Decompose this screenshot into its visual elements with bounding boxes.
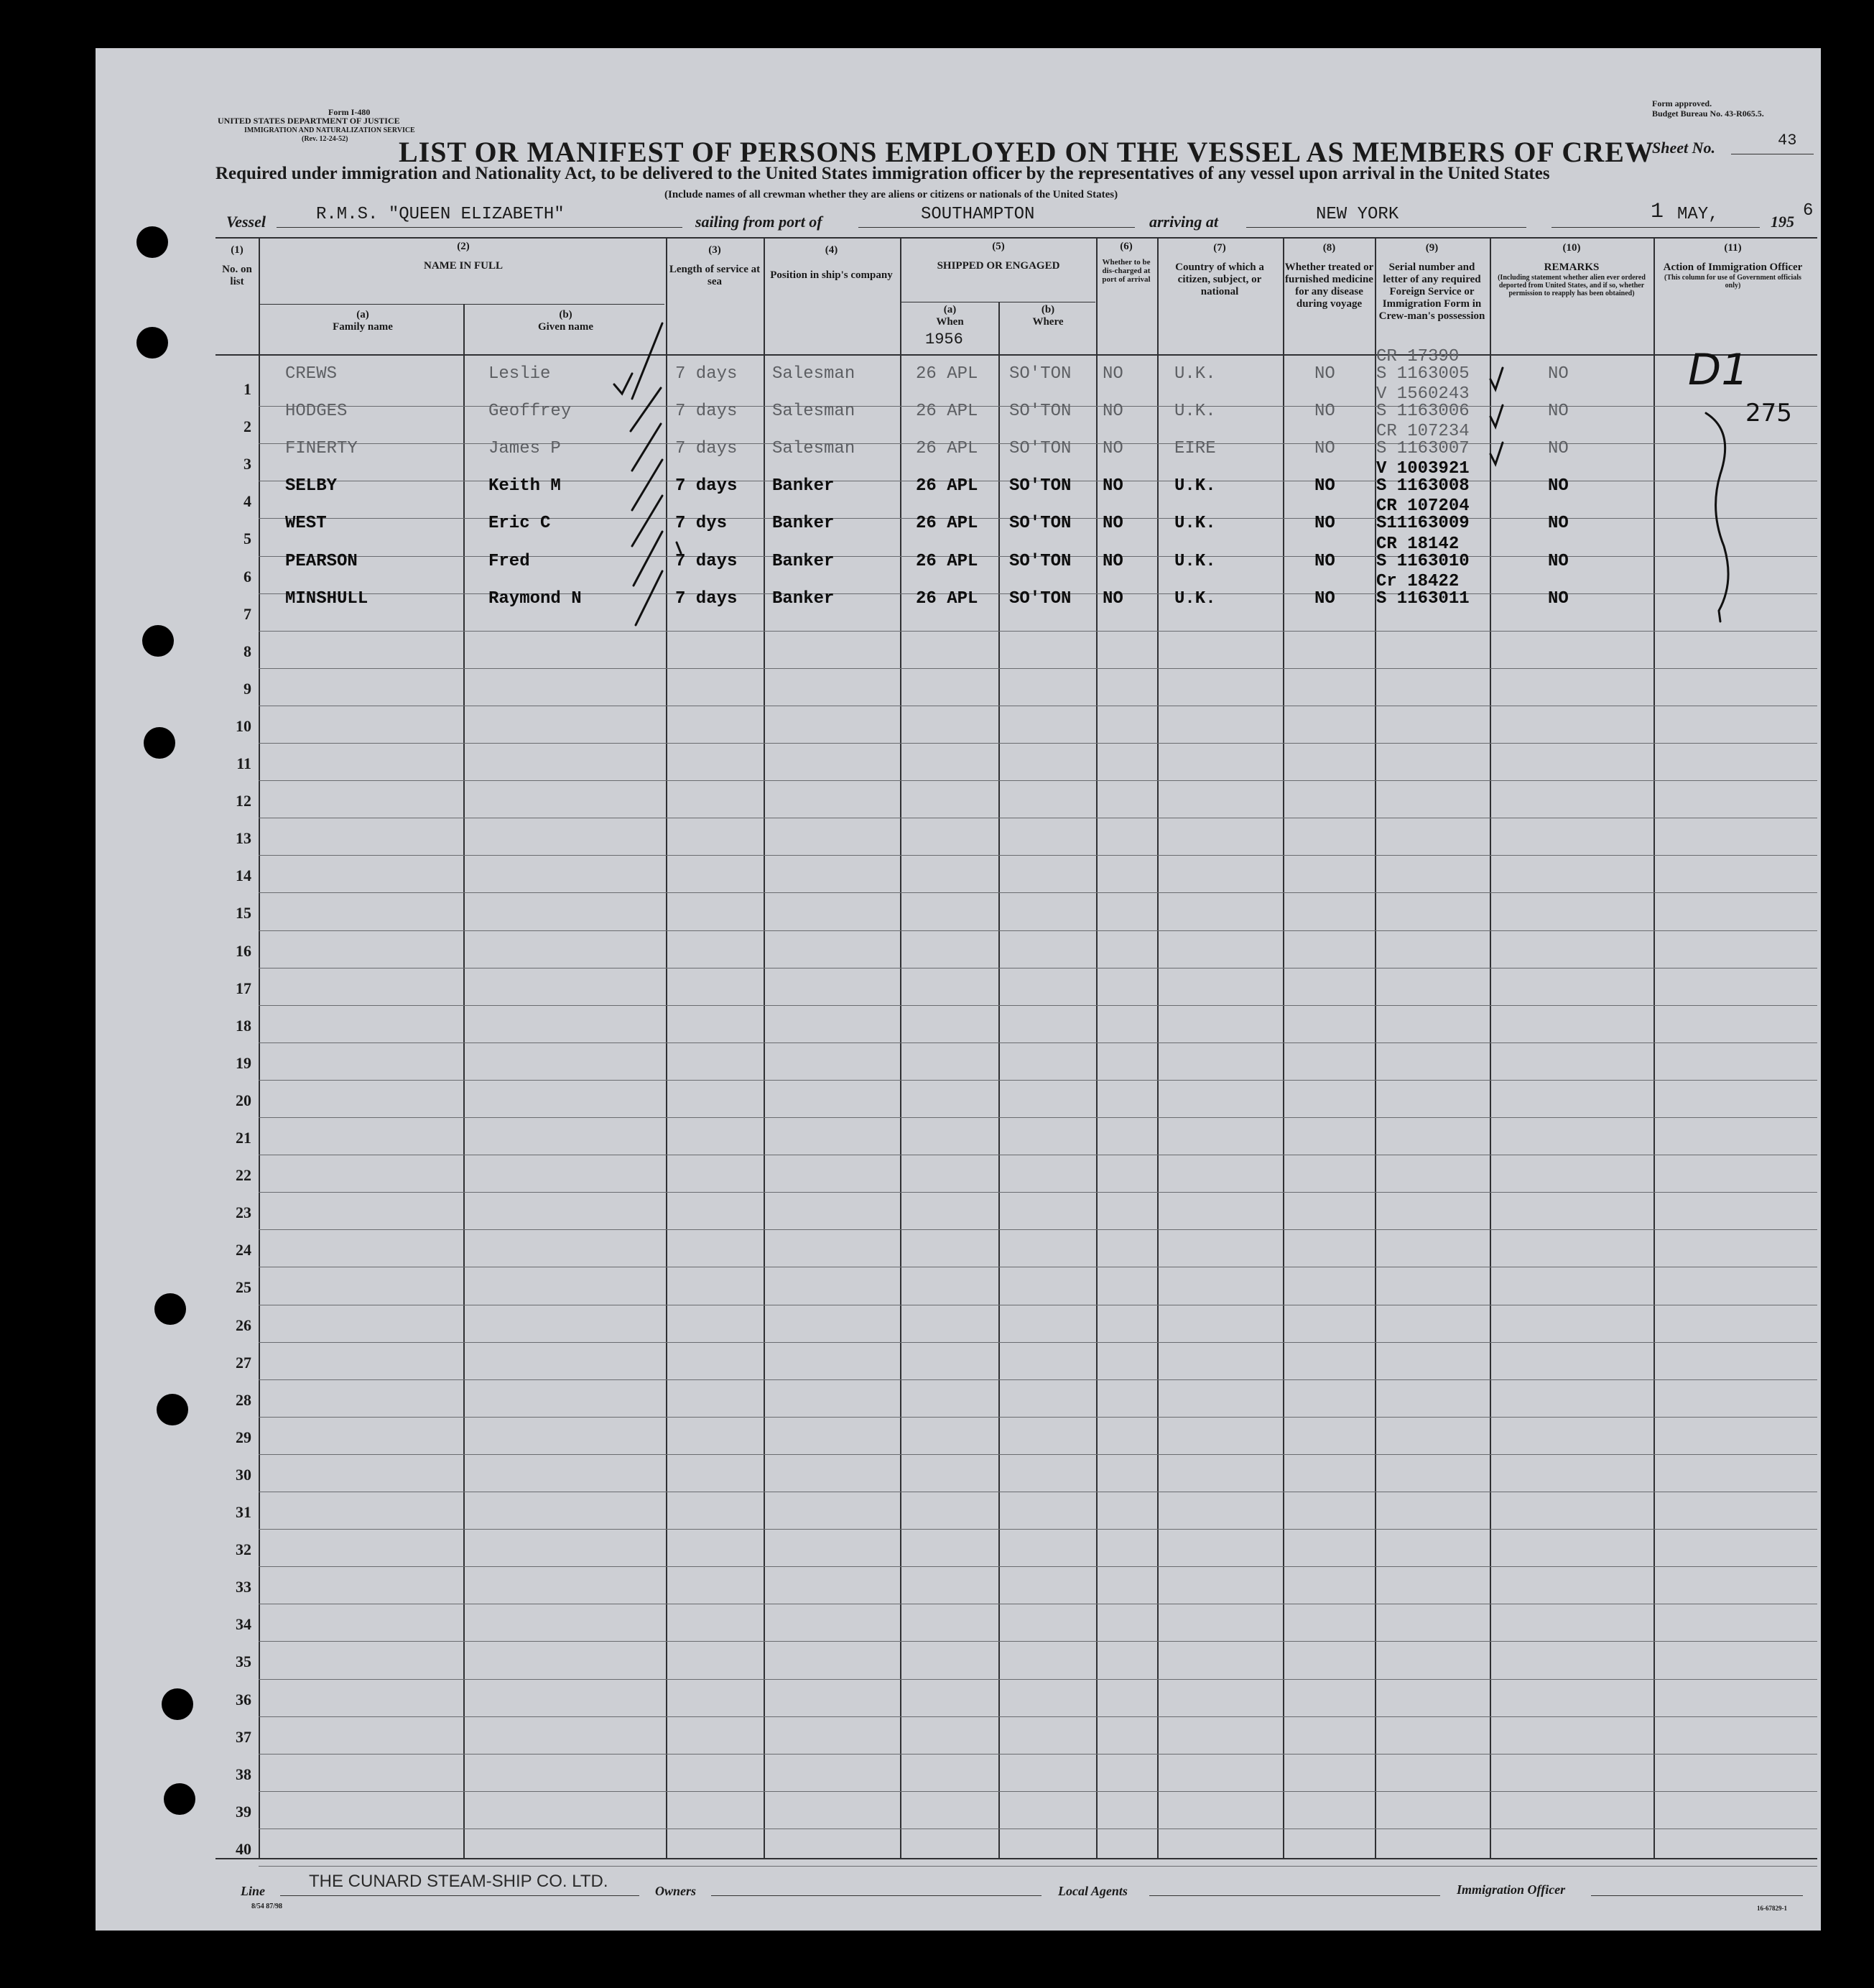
country: U.K. bbox=[1174, 402, 1216, 421]
row-number: 19 bbox=[236, 1054, 251, 1072]
col-header-remarks: (10) REMARKS (Including statement whether alien ever ordered deported from United States, and if so, whether permission to reapply has been obtained) bbox=[1498, 242, 1646, 297]
row-number: 31 bbox=[236, 1503, 251, 1521]
row-number: 17 bbox=[236, 979, 251, 997]
form-approved: Form approved. bbox=[1652, 98, 1712, 108]
check-mark bbox=[677, 542, 681, 553]
col-header-discharged: (6) Whether to be dis-charged at port of arrival bbox=[1102, 241, 1151, 284]
vessel-label: Vessel bbox=[226, 213, 266, 231]
row-number: 18 bbox=[236, 1017, 251, 1035]
row-number: 23 bbox=[236, 1203, 251, 1221]
row-number: 38 bbox=[236, 1765, 251, 1783]
treated-status: NO bbox=[1314, 552, 1335, 571]
family-name: HODGES bbox=[285, 402, 348, 421]
row-number: 11 bbox=[236, 754, 251, 772]
serial-number: V 1003921 bbox=[1376, 459, 1470, 478]
discharge-status: NO bbox=[1103, 589, 1123, 609]
check-mark bbox=[631, 388, 661, 431]
shipped-when: 26 APL bbox=[916, 552, 978, 571]
line-label: Line bbox=[241, 1884, 265, 1898]
serial-number: S 1163010 bbox=[1376, 552, 1470, 571]
position: Salesman bbox=[772, 364, 855, 384]
serial-number: S 1163011 bbox=[1376, 589, 1470, 609]
country: U.K. bbox=[1174, 552, 1216, 571]
row-number: 3 bbox=[243, 455, 251, 473]
col-header-country: (7) Country of which a citizen, subject, or national bbox=[1175, 242, 1264, 297]
service-length: 7 days bbox=[675, 476, 738, 496]
given-name: Fred bbox=[488, 552, 530, 571]
row-number: 25 bbox=[236, 1278, 251, 1296]
service-name: IMMIGRATION AND NATURALIZATION SERVICE bbox=[244, 126, 415, 134]
family-name: PEARSON bbox=[285, 552, 358, 571]
bracket-mark bbox=[1706, 413, 1728, 621]
treated-status: NO bbox=[1314, 402, 1335, 421]
service-length: 7 days bbox=[675, 589, 738, 609]
check-mark bbox=[1490, 368, 1503, 389]
port-of-departure: SOUTHAMPTON bbox=[921, 205, 1035, 224]
shipped-where: SO'TON bbox=[1009, 364, 1072, 384]
col-header-no: (1) No. on list bbox=[222, 244, 252, 287]
sailing-label: sailing from port of bbox=[695, 213, 822, 231]
serial-number: S 1163005 bbox=[1376, 364, 1470, 384]
check-mark bbox=[632, 424, 661, 471]
check-mark bbox=[634, 532, 662, 586]
col-header-where: (b) Where bbox=[1032, 304, 1064, 328]
row-number: 26 bbox=[236, 1316, 251, 1334]
remarks: NO bbox=[1548, 476, 1569, 496]
row-number: 30 bbox=[236, 1466, 251, 1484]
row-number: 6 bbox=[243, 568, 251, 586]
shipped-when: 26 APL bbox=[916, 402, 978, 421]
treated-status: NO bbox=[1314, 364, 1335, 384]
country: U.K. bbox=[1174, 364, 1216, 384]
discharge-status: NO bbox=[1103, 514, 1123, 533]
agents-label: Local Agents bbox=[1058, 1884, 1128, 1898]
col-header-family-name: (a) Family name bbox=[333, 309, 393, 333]
treated-status: NO bbox=[1314, 476, 1335, 496]
position: Banker bbox=[772, 552, 835, 571]
row-number: 16 bbox=[236, 942, 251, 960]
arrival-day: 1 bbox=[1651, 200, 1664, 224]
remarks: NO bbox=[1548, 402, 1569, 421]
family-name: MINSHULL bbox=[285, 589, 368, 609]
year-suffix: 6 bbox=[1803, 201, 1814, 221]
discharge-status: NO bbox=[1103, 439, 1123, 458]
treated-status: NO bbox=[1314, 589, 1335, 609]
shipped-when: 26 APL bbox=[916, 589, 978, 609]
arrival-month: MAY, bbox=[1677, 205, 1719, 224]
crew-note: (Include names of all crewman whether they are aliens or citizens or nationals of the United States) bbox=[664, 189, 1118, 200]
position: Banker bbox=[772, 589, 835, 609]
position: Salesman bbox=[772, 439, 855, 458]
row-number: 7 bbox=[243, 605, 251, 623]
serial-number: S 1163008 bbox=[1376, 476, 1470, 496]
remarks: NO bbox=[1548, 364, 1569, 384]
row-number: 36 bbox=[236, 1691, 251, 1709]
position: Banker bbox=[772, 514, 835, 533]
line-underline bbox=[280, 1895, 639, 1896]
row-number: 5 bbox=[243, 530, 251, 547]
col-header-serial: (9) Serial number and letter of any required Foreign Service or Immigration Form in Crew-man's possession bbox=[1378, 242, 1485, 322]
remarks: NO bbox=[1548, 439, 1569, 458]
family-name: CREWS bbox=[285, 364, 338, 384]
print-code: 8/54 87/98 bbox=[251, 1903, 283, 1910]
serial-number: CR 107204 bbox=[1376, 496, 1470, 516]
row-number: 39 bbox=[236, 1803, 251, 1821]
shipped-when: 26 APL bbox=[916, 476, 978, 496]
service-length: 7 dys bbox=[675, 514, 728, 533]
remarks: NO bbox=[1548, 552, 1569, 571]
col-header-officer-action: (11) Action of Immigration Officer (This column for use of Government officials only) bbox=[1663, 242, 1803, 290]
row-number: 1 bbox=[243, 380, 251, 398]
row-number: 33 bbox=[236, 1578, 251, 1596]
position: Banker bbox=[772, 476, 835, 496]
col-header-length-service: (3) Length of service at sea bbox=[669, 244, 761, 287]
row-number: 2 bbox=[243, 417, 251, 435]
family-name: WEST bbox=[285, 514, 327, 533]
country: EIRE bbox=[1174, 439, 1216, 458]
check-mark bbox=[1490, 405, 1503, 427]
family-name: FINERTY bbox=[285, 439, 358, 458]
shipped-where: SO'TON bbox=[1009, 402, 1072, 421]
agents-underline bbox=[1149, 1895, 1440, 1896]
given-name: James P bbox=[488, 439, 561, 458]
form-number: Form I-480 bbox=[328, 107, 371, 117]
remarks: NO bbox=[1548, 589, 1569, 609]
handwritten-count: 275 bbox=[1745, 399, 1792, 427]
check-mark bbox=[614, 374, 632, 394]
row-number: 40 bbox=[236, 1840, 251, 1858]
row-number: 14 bbox=[236, 866, 251, 884]
serial-number: CR 18142 bbox=[1376, 535, 1460, 554]
country: U.K. bbox=[1174, 514, 1216, 533]
arrival-port: NEW YORK bbox=[1316, 205, 1399, 224]
when-year: 1956 bbox=[925, 330, 963, 348]
serial-number: CR 17390 bbox=[1376, 347, 1460, 366]
check-mark bbox=[632, 323, 662, 399]
row-number: 10 bbox=[236, 717, 251, 735]
row-number: 32 bbox=[236, 1540, 251, 1558]
check-mark bbox=[636, 571, 662, 625]
serial-number: S 1163006 bbox=[1376, 402, 1470, 421]
shipped-when: 26 APL bbox=[916, 439, 978, 458]
row-number: 4 bbox=[243, 492, 251, 510]
remarks: NO bbox=[1548, 514, 1569, 533]
col-header-name: (2) NAME IN FULL bbox=[423, 241, 503, 272]
row-number: 35 bbox=[236, 1652, 251, 1670]
col-header-when: (a) When bbox=[936, 304, 964, 328]
officer-label: Immigration Officer bbox=[1457, 1882, 1566, 1897]
row-number: 34 bbox=[236, 1615, 251, 1633]
officer-underline bbox=[1591, 1895, 1803, 1896]
given-name: Raymond N bbox=[488, 589, 582, 609]
row-number: 21 bbox=[236, 1129, 251, 1147]
row-number: 24 bbox=[236, 1241, 251, 1259]
owners-label: Owners bbox=[655, 1884, 697, 1898]
department-name: UNITED STATES DEPARTMENT OF JUSTICE bbox=[218, 116, 400, 126]
row-number: 15 bbox=[236, 904, 251, 922]
col-header-position: (4) Position in ship's company bbox=[770, 244, 893, 281]
shipped-where: SO'TON bbox=[1009, 439, 1072, 458]
position: Salesman bbox=[772, 402, 855, 421]
row-number: 12 bbox=[236, 792, 251, 810]
year-prefix: 195 bbox=[1771, 213, 1794, 231]
service-length: 7 days bbox=[675, 402, 738, 421]
sheet-label: Sheet No. bbox=[1652, 139, 1715, 157]
row-number: 9 bbox=[243, 680, 251, 698]
given-name: Geoffrey bbox=[488, 402, 572, 421]
shipped-when: 26 APL bbox=[916, 364, 978, 384]
print-code-right: 16-67829-1 bbox=[1757, 1905, 1787, 1912]
treated-status: NO bbox=[1314, 439, 1335, 458]
row-number: 28 bbox=[236, 1391, 251, 1409]
serial-number: V 1560243 bbox=[1376, 384, 1470, 404]
page-title: LIST OR MANIFEST OF PERSONS EMPLOYED ON THE VESSEL AS MEMBERS OF CREW bbox=[399, 136, 1654, 168]
service-length: 7 days bbox=[675, 364, 738, 384]
row-number: 37 bbox=[236, 1728, 251, 1746]
given-name: Leslie bbox=[488, 364, 551, 384]
serial-number: S 1163007 bbox=[1376, 439, 1470, 458]
form-revision: (Rev. 12-24-52) bbox=[302, 135, 348, 143]
serial-number: Cr 18422 bbox=[1376, 572, 1460, 591]
vessel-name: R.M.S. "QUEEN ELIZABETH" bbox=[316, 205, 565, 224]
family-name: SELBY bbox=[285, 476, 338, 496]
shipped-where: SO'TON bbox=[1009, 552, 1072, 571]
shipped-where: SO'TON bbox=[1009, 476, 1072, 496]
arriving-label: arriving at bbox=[1149, 213, 1218, 231]
row-number: 13 bbox=[236, 829, 251, 847]
given-name: Eric C bbox=[488, 514, 551, 533]
discharge-status: NO bbox=[1103, 552, 1123, 571]
col-header-given-name: (b) Given name bbox=[537, 309, 594, 333]
discharge-status: NO bbox=[1103, 364, 1123, 384]
row-number: 20 bbox=[236, 1091, 251, 1109]
shipped-where: SO'TON bbox=[1009, 514, 1072, 533]
col-header-shipped: (5) SHIPPED OR ENGAGED bbox=[937, 241, 1060, 272]
budget-bureau: Budget Bureau No. 43-R065.5. bbox=[1652, 108, 1764, 119]
row-number: 27 bbox=[236, 1354, 251, 1372]
row-number: 29 bbox=[236, 1428, 251, 1446]
service-length: 7 days bbox=[675, 552, 738, 571]
check-mark bbox=[1490, 443, 1503, 464]
country: U.K. bbox=[1174, 476, 1216, 496]
discharge-status: NO bbox=[1103, 476, 1123, 496]
line-name: THE CUNARD STEAM-SHIP CO. LTD. bbox=[309, 1872, 608, 1891]
row-number: 22 bbox=[236, 1166, 251, 1184]
subtitle: Required under immigration and Nationality Act, to be delivered to the United States immigration officer by the representatives of any vessel upon arrival in the United States bbox=[215, 164, 1550, 183]
serial-number: CR 107234 bbox=[1376, 422, 1470, 441]
serial-number: S11163009 bbox=[1376, 514, 1470, 533]
given-name: Keith M bbox=[488, 476, 561, 496]
col-header-treated: (8) Whether treated or furnished medicine for any disease during voyage bbox=[1284, 242, 1374, 310]
treated-status: NO bbox=[1314, 514, 1335, 533]
row-number: 8 bbox=[243, 642, 251, 660]
officer-mark: D1 bbox=[1688, 345, 1749, 395]
owners-underline bbox=[711, 1895, 1042, 1896]
service-length: 7 days bbox=[675, 439, 738, 458]
shipped-where: SO'TON bbox=[1009, 589, 1072, 609]
country: U.K. bbox=[1174, 589, 1216, 609]
shipped-when: 26 APL bbox=[916, 514, 978, 533]
sheet-number: 43 bbox=[1778, 131, 1797, 149]
discharge-status: NO bbox=[1103, 402, 1123, 421]
